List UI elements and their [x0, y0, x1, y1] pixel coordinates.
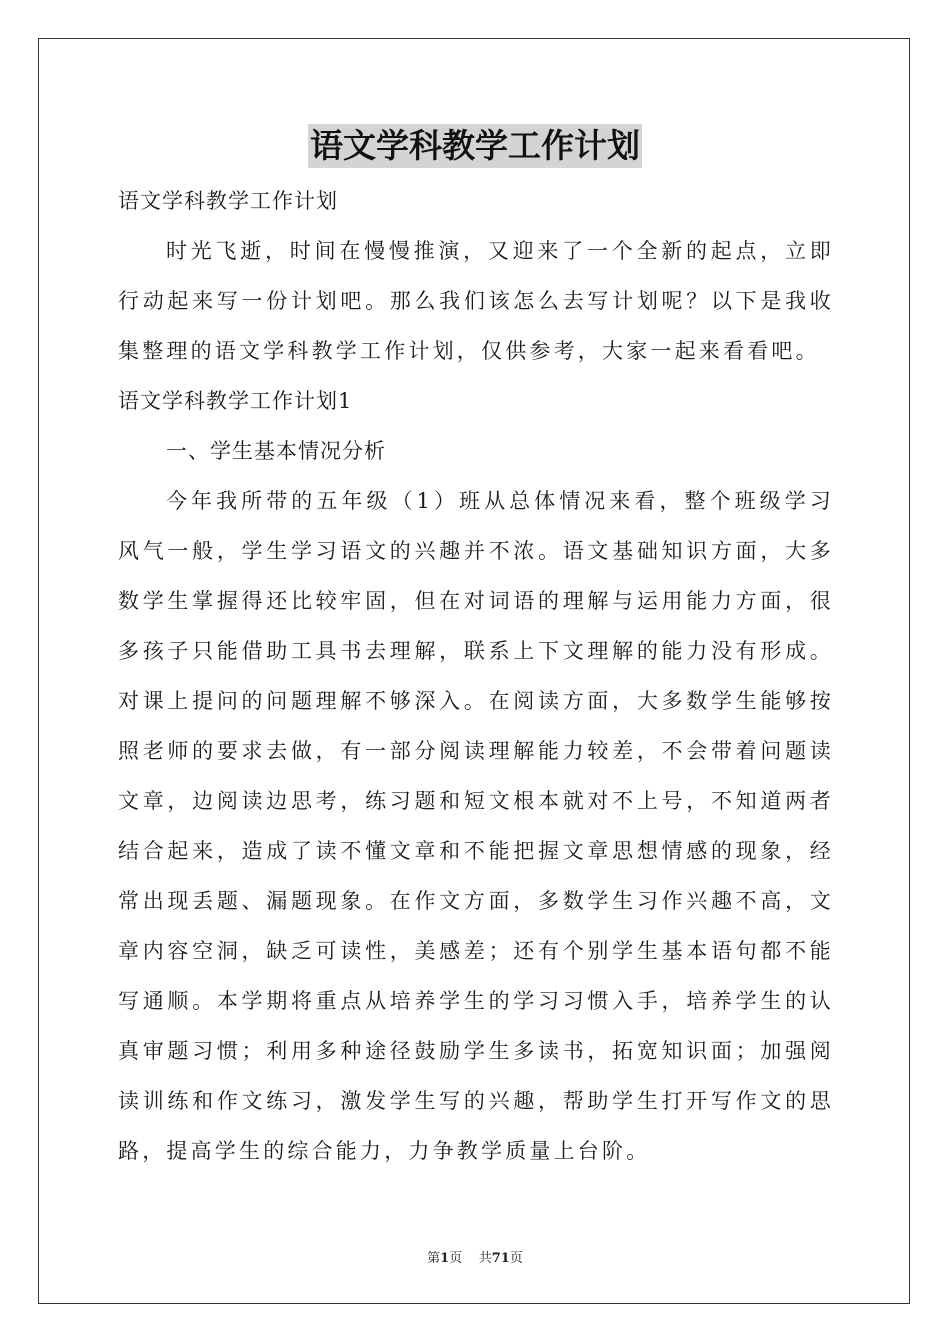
document-subtitle: 语文学科教学工作计划 — [118, 189, 338, 213]
body-paragraph: 今年我所带的五年级（1）班从总体情况来看，整个班级学习风气一般，学生学习语文的兴趣并不浓。语文基础知识方面，大多数学生掌握得还比较牢固，但在对词语的理解与运用能力方面，很多孩子只能借助工具书去理解，联系上下文理解的能力没有形成。对课上提问的问题理解不够深入。在阅读方面，大多数学生能够按照老师的要求去做，有一部分阅读理解能力较差，不会带着问题读文章，边阅读边思考，练习题和短文根本就对不上号，不知道两者结合起来，造成了读不懂文章和不能把握文章思想情感的现象，经常出现丢题、漏题现象。在作文方面，多数学生习作兴趣不高，文章内容空洞，缺乏可读性，美感差；还有个别学生基本语句都不能写通顺。本学期将重点从培养学生的学习习惯入手，培养学生的认真审题习惯；利用多种途径鼓励学生多读书，拓宽知识面；加强阅读训练和作文练习，激发学生写的兴趣，帮助学生打开写作文的思路，提高学生的综合能力，力争教学质量上台阶。 — [118, 489, 834, 1163]
footer-page-number: 1 — [440, 1251, 450, 1266]
document-body — [118, 176, 834, 1176]
footer-total-prefix: 共 — [478, 1251, 492, 1266]
section-heading: 一、学生基本情况分析 — [166, 439, 386, 463]
page-footer — [0, 1247, 950, 1266]
document-title: 语文学科教学工作计划 — [308, 124, 642, 168]
footer-total-suffix: 页 — [509, 1251, 523, 1266]
title-wrap — [0, 124, 950, 168]
intro-paragraph: 时光飞逝，时间在慢慢推演，又迎来了一个全新的起点，立即行动起来写一份计划吧。那么我们该怎么去写计划呢？以下是我收集整理的语文学科教学工作计划，仅供参考，大家一起来看看吧。 — [118, 239, 834, 363]
footer-page-prefix: 第 — [427, 1251, 441, 1266]
section-title: 语文学科教学工作计划1 — [118, 389, 353, 413]
footer-page-suffix: 页 — [449, 1251, 463, 1266]
footer-total-pages: 71 — [491, 1251, 510, 1266]
